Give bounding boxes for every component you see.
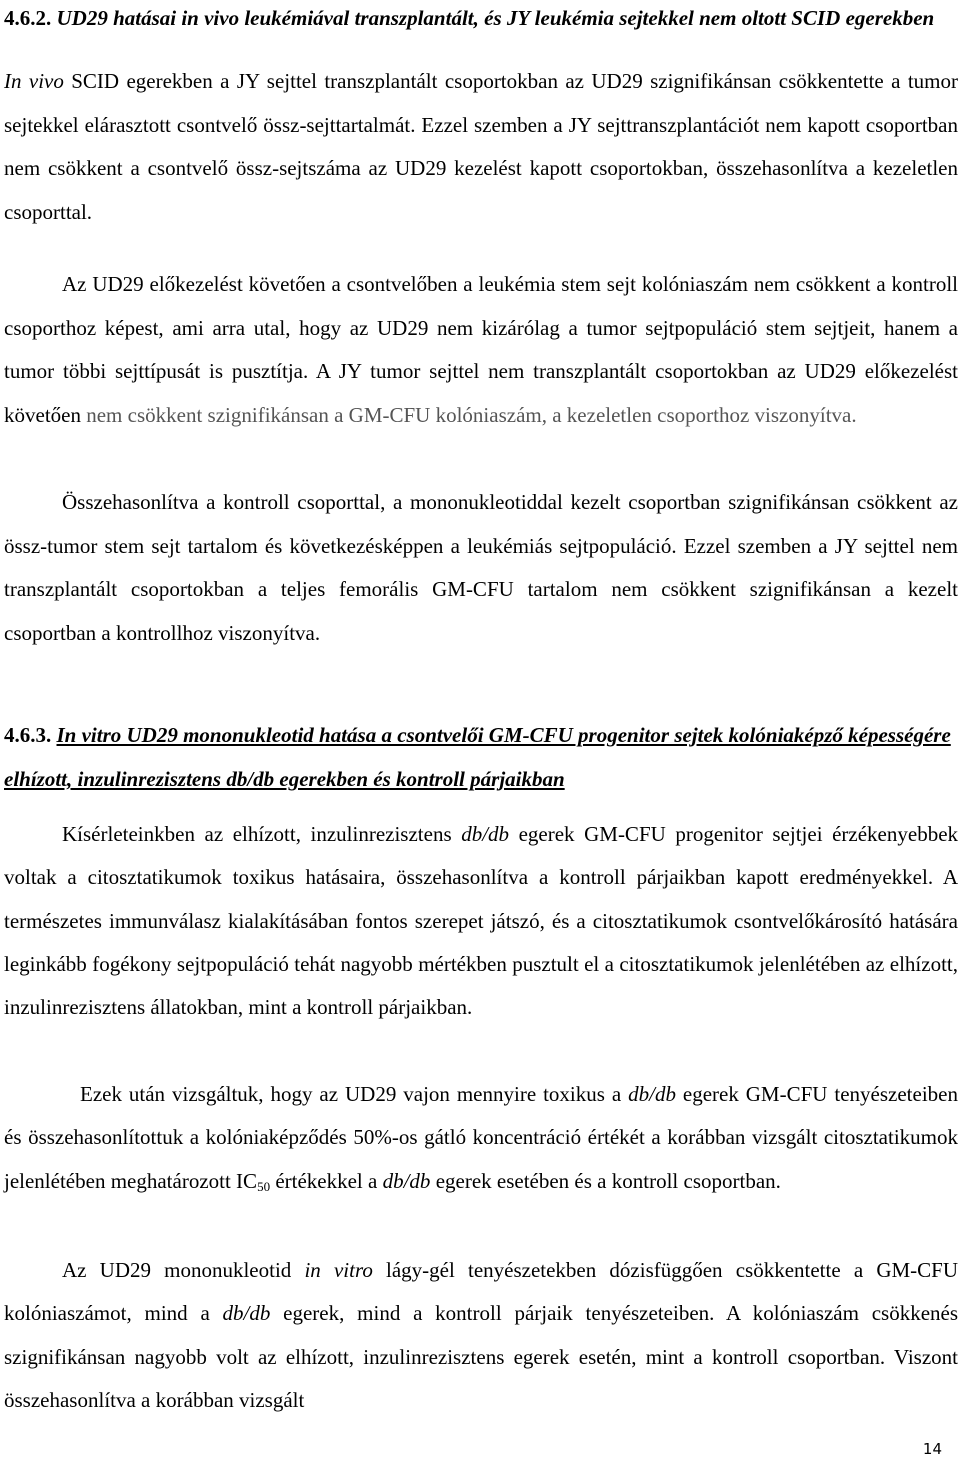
italic-term: In vivo xyxy=(4,69,64,93)
italic-term: db/db xyxy=(382,1168,431,1193)
italic-term: in vitro xyxy=(304,1258,373,1282)
paragraph-text: egerek GM-CFU progenitor sejtjei érzékenyebbek voltak a citosztatikumok toxikus hatásaira, összehasonlítva a kontroll párjaikban kapott eredményekkel. A természetes immunválasz kialakításában fontos szerepet játszó, és a citosztatikumok csontvelőkárosító hatására leginkább fogékony sejtpopuláció tehát nagyobb mértékben pusztult el a citosztatikumok jelenlétében az elhízott, inzulinrezisztens állatokban, mint a kontroll párjaikban. xyxy=(4,822,959,1020)
italic-term: db/db xyxy=(461,822,510,846)
paragraph-text-grey: nem csökkent szignifikánsan a GM-CFU kolóniaszám, a kezeletlen csoporthoz viszonyítva. xyxy=(86,402,857,427)
paragraph-text: Az UD29 előkezelést követően a csontvelőben a leukémia stem sejt kolóniaszám nem csökkent a kontroll csoporthoz képest, ami arra utal, hogy az UD29 nem kizárólag a tumor sejtpopuláció stem sejtjeit, hanem a tumor többi sejttípusát is pusztítja. A JY tumor sejttel nem transzplantált csoportokban az UD29 előkezelést követően xyxy=(4,272,958,427)
paragraph-text: egerek esetében és a kontroll csoportban. xyxy=(430,1168,781,1193)
section-title: In vitro UD29 mononukleotid hatása a csontvelői GM-CFU progenitor sejtek kolóniaképző képességére elhízott, inzulinrezisztens db/db egerekben és kontroll párjaikban xyxy=(4,723,951,791)
paragraph-in-vivo-scid xyxy=(4,60,958,234)
paragraph-comparison-control xyxy=(4,481,958,655)
paragraph-ud29-in-vitro xyxy=(4,1249,958,1423)
paragraph-leukemia-stem-cell xyxy=(4,263,958,437)
section-heading-4-6-2 xyxy=(4,0,958,40)
subscript: 50 xyxy=(257,1178,271,1194)
section-title: UD29 hatásai in vivo leukémiával transzplantált, és JY leukémia sejtekkel nem oltott SCID egerekben xyxy=(56,6,935,30)
paragraph-text: értékekkel a xyxy=(270,1168,383,1193)
section-heading-4-6-3 xyxy=(4,713,958,801)
paragraph-ic50 xyxy=(4,1073,958,1203)
paragraph-text: egerek GM-CFU tenyészeteiben és összehasonlítottuk a kolóniaképződés 50%-os gátló koncentráció értékét a korábban vizsgált citosztatikumok jelenlétében meghatározott IC xyxy=(4,1082,958,1193)
paragraph-text: Ezek után vizsgáltuk, hogy az UD29 vajon mennyire toxikus a xyxy=(80,1082,629,1106)
italic-term: db/db xyxy=(222,1301,271,1326)
section-number: 4.6.2. xyxy=(4,6,52,30)
paragraph-text: Összehasonlítva a kontroll csoporttal, a mononukleotiddal kezelt csoportban szignifikánsan csökkent az össz-tumor stem sejt tartalom és következésképpen a leukémiás sejtpopuláció. Ezzel szemben a JY sejttel nem transzplantált csoportokban a teljes femorális GM-CFU tartalom nem csökkent szignifikánsan a kezelt csoportban a kontrollhoz viszonyítva. xyxy=(4,490,958,645)
paragraph-text: lágy-gél tenyészetekben dózisfüggően csökkentette a GM-CFU kolóniaszámot, mind a xyxy=(4,1258,958,1326)
section-number: 4.6.3. xyxy=(4,723,52,747)
italic-term: db/db xyxy=(628,1082,676,1106)
paragraph-text: Az UD29 mononukleotid xyxy=(62,1258,305,1282)
paragraph-text: SCID egerekben a JY sejttel transzplantált csoportokban az UD29 szignifikánsan csökkentette a tumor sejtekkel elárasztott csontvelő össz-sejttartalmát. Ezzel szemben a JY sejttranszplantációt nem kapott csoportban nem csökkent a csontvelő össz-sejtszáma az UD29 kezelést kapott csoportokban, összehasonlítva a kezeletlen csoporttal. xyxy=(4,69,958,224)
paragraph-experiments xyxy=(4,813,958,1029)
paragraph-text: Kísérleteinkben az elhízott, inzulinrezisztens xyxy=(62,822,462,846)
page-number: 14 xyxy=(922,1440,942,1458)
paragraph-text: egerek, mind a kontroll párjaik tenyészeteiben. A kolóniaszám csökkenés szignifikánsan nagyobb volt az elhízott, inzulinrezisztens egerek esetén, mint a kontroll csoportban. Viszont összehasonlítva a korábban vizsgált xyxy=(4,1301,959,1413)
